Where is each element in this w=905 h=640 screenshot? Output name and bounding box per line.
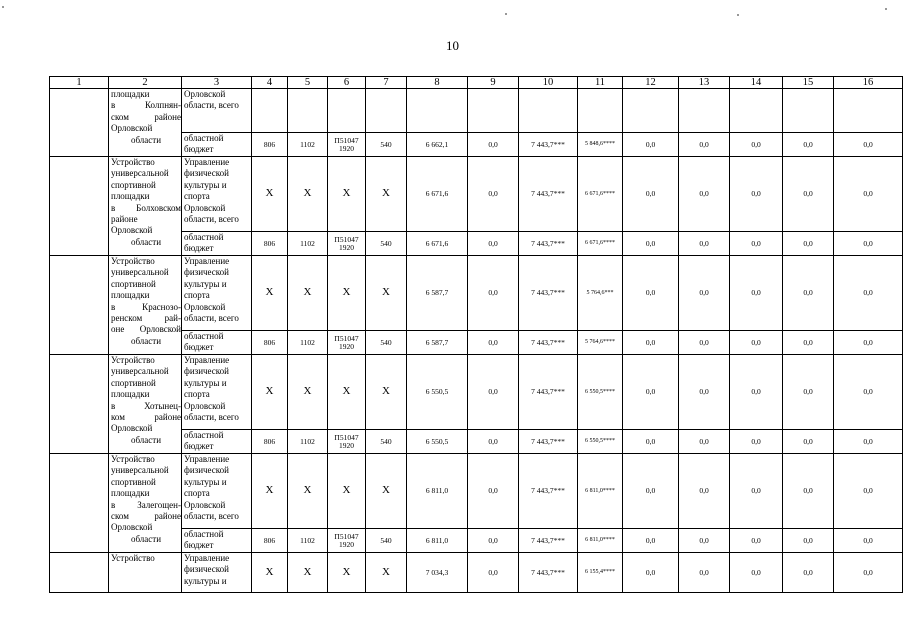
code-c7-cell: 540 bbox=[366, 529, 407, 553]
cell-text-line: ском районе bbox=[111, 111, 181, 122]
amount-c15-cell: 0,0 bbox=[783, 331, 834, 355]
budget-source-cell bbox=[182, 430, 252, 454]
code-c7-cell: X bbox=[366, 256, 407, 331]
code-c6-cell bbox=[328, 430, 366, 454]
code-c5-cell: X bbox=[288, 157, 328, 232]
amount-c9-cell bbox=[468, 89, 519, 133]
code-c7-cell: X bbox=[366, 454, 407, 529]
cell-text-line: площадки bbox=[111, 89, 150, 100]
amount-c10-cell: 7 443,7*** bbox=[519, 232, 578, 256]
amount-c11-cell: 5 764,6**** bbox=[578, 331, 623, 355]
cell-text-line: областной bbox=[184, 232, 224, 243]
recipient-cell bbox=[182, 454, 252, 529]
cell-text-line: бюджет bbox=[184, 243, 214, 254]
amount-c10-cell: 7 443,7*** bbox=[519, 157, 578, 232]
recipient-cell bbox=[182, 256, 252, 331]
code-c6-cell: X bbox=[328, 355, 366, 430]
target-code-part-2: 1920 bbox=[339, 440, 354, 450]
cell-text-line: области bbox=[130, 134, 162, 145]
amount-c13-cell: 0,0 bbox=[679, 331, 730, 355]
amount-c12-cell: 0,0 bbox=[623, 133, 679, 157]
cell-text-line: области, всего bbox=[184, 214, 239, 225]
amount-c15-cell: 0,0 bbox=[783, 256, 834, 331]
code-c4-cell: X bbox=[252, 157, 288, 232]
cell-text-line: областной bbox=[184, 430, 224, 441]
code-c6-cell: X bbox=[328, 256, 366, 331]
amount-c15-cell bbox=[783, 89, 834, 133]
amount-c11-cell: 6 550,5**** bbox=[578, 430, 623, 454]
target-code-part-2: 1920 bbox=[339, 143, 354, 153]
target-code-part-1: П51047 bbox=[334, 135, 359, 145]
amount-c15-cell: 0,0 bbox=[783, 157, 834, 232]
amount-c8-cell: 6 550,5 bbox=[407, 355, 468, 430]
amount-c14-cell: 0,0 bbox=[730, 232, 783, 256]
code-c7-cell bbox=[366, 89, 407, 133]
cell-text-line: спорта bbox=[184, 389, 210, 400]
target-code-part-2: 1920 bbox=[339, 539, 354, 549]
cell-text-line: ренском рай- bbox=[111, 313, 181, 324]
cell-text-line: Орловской bbox=[111, 522, 153, 533]
amount-c8-cell: 6 587,7 bbox=[407, 256, 468, 331]
cell-text-line: районе bbox=[111, 214, 138, 225]
cell-text-line: площадки bbox=[111, 488, 150, 499]
code-c7-cell: 540 bbox=[366, 331, 407, 355]
scan-speck bbox=[885, 8, 887, 10]
amount-c14-cell: 0,0 bbox=[730, 553, 783, 593]
amount-c11-cell: 6 671,6**** bbox=[578, 232, 623, 256]
cell-text-line: физической bbox=[184, 366, 229, 377]
cell-text-line: спортивной bbox=[111, 179, 156, 190]
recipient-cell bbox=[182, 157, 252, 232]
scan-speck bbox=[505, 13, 507, 15]
amount-c13-cell bbox=[679, 89, 730, 133]
amount-c10-cell: 7 443,7*** bbox=[519, 256, 578, 331]
cell-text-line: Орловской bbox=[184, 499, 226, 510]
code-c5-cell: X bbox=[288, 355, 328, 430]
code-c4-cell: 806 bbox=[252, 430, 288, 454]
amount-c10-cell: 7 443,7*** bbox=[519, 430, 578, 454]
recipient-cell bbox=[182, 355, 252, 430]
table-row bbox=[50, 454, 903, 529]
amount-c13-cell: 0,0 bbox=[679, 454, 730, 529]
cell-text-line: Орловской bbox=[184, 400, 226, 411]
cell-text-line: Орловской bbox=[184, 301, 226, 312]
amount-c16-cell bbox=[834, 89, 903, 133]
header-cell: 12 bbox=[623, 77, 679, 89]
row-number-cell bbox=[50, 256, 109, 355]
code-c5-cell: 1102 bbox=[288, 529, 328, 553]
code-c6-cell: X bbox=[328, 454, 366, 529]
header-cell: 6 bbox=[328, 77, 366, 89]
amount-c12-cell: 0,0 bbox=[623, 430, 679, 454]
amount-c13-cell: 0,0 bbox=[679, 256, 730, 331]
target-code-part-1: П51047 bbox=[334, 333, 359, 343]
code-c4-cell: 806 bbox=[252, 529, 288, 553]
cell-text-line: Орловской bbox=[184, 89, 226, 100]
amount-c11-cell: 5 848,6**** bbox=[578, 133, 623, 157]
header-row bbox=[50, 77, 903, 89]
target-code-part-1: П51047 bbox=[334, 432, 359, 442]
cell-text-line: Устройство bbox=[111, 454, 155, 465]
amount-c15-cell: 0,0 bbox=[783, 133, 834, 157]
cell-text-line: Управление bbox=[184, 256, 230, 267]
cell-text-line: площадки bbox=[111, 290, 150, 301]
amount-c8-cell: 7 034,3 bbox=[407, 553, 468, 593]
cell-text-line: бюджет bbox=[184, 342, 214, 353]
amount-c15-cell: 0,0 bbox=[783, 529, 834, 553]
header-cell: 15 bbox=[783, 77, 834, 89]
amount-c11-cell: 6 550,5**** bbox=[578, 355, 623, 430]
row-number-cell bbox=[50, 89, 109, 157]
amount-c8-cell: 6 662,1 bbox=[407, 133, 468, 157]
cell-text-line: Орловской bbox=[111, 423, 153, 434]
amount-c16-cell: 0,0 bbox=[834, 256, 903, 331]
code-c4-cell bbox=[252, 89, 288, 133]
cell-text-line: области bbox=[130, 335, 162, 346]
header-cell: 16 bbox=[834, 77, 903, 89]
amount-c11-cell: 6 811,0**** bbox=[578, 454, 623, 529]
cell-text-line: универсальной bbox=[111, 465, 169, 476]
amount-c9-cell: 0,0 bbox=[468, 331, 519, 355]
object-name-cell bbox=[109, 454, 182, 553]
amount-c16-cell: 0,0 bbox=[834, 355, 903, 430]
amount-c10-cell: 7 443,7*** bbox=[519, 331, 578, 355]
amount-c9-cell: 0,0 bbox=[468, 256, 519, 331]
amount-c9-cell: 0,0 bbox=[468, 430, 519, 454]
amount-c8-cell: 6 550,5 bbox=[407, 430, 468, 454]
cell-text-line: универсальной bbox=[111, 267, 169, 278]
code-c5-cell: X bbox=[288, 256, 328, 331]
amount-c14-cell: 0,0 bbox=[730, 331, 783, 355]
amount-c8-cell bbox=[407, 89, 468, 133]
amount-c12-cell bbox=[623, 89, 679, 133]
cell-text-line: спорта bbox=[184, 191, 210, 202]
amount-c8-cell: 6 671,6 bbox=[407, 232, 468, 256]
code-c5-cell: X bbox=[288, 553, 328, 593]
amount-c11-cell: 5 764,6*** bbox=[578, 256, 623, 331]
cell-text-line: физической bbox=[184, 564, 229, 575]
budget-source-cell bbox=[182, 529, 252, 553]
cell-text-line: Управление bbox=[184, 157, 230, 168]
target-code-part-2: 1920 bbox=[339, 242, 354, 252]
code-c6-cell bbox=[328, 331, 366, 355]
cell-text-line: бюджет bbox=[184, 540, 214, 551]
amount-c13-cell: 0,0 bbox=[679, 553, 730, 593]
amount-c12-cell: 0,0 bbox=[623, 355, 679, 430]
amount-c13-cell: 0,0 bbox=[679, 157, 730, 232]
amount-c14-cell: 0,0 bbox=[730, 454, 783, 529]
cell-text-line: Управление bbox=[184, 553, 230, 564]
scan-speck bbox=[737, 14, 739, 16]
cell-text-line: культуры и bbox=[184, 278, 227, 289]
cell-text-line: спортивной bbox=[111, 377, 156, 388]
cell-text-line: культуры и bbox=[184, 575, 227, 586]
amount-c11-cell: 6 671,6**** bbox=[578, 157, 623, 232]
object-name-cell bbox=[109, 355, 182, 454]
header-cell: 3 bbox=[182, 77, 252, 89]
header-cell: 10 bbox=[519, 77, 578, 89]
row-number-cell bbox=[50, 454, 109, 553]
amount-c14-cell bbox=[730, 89, 783, 133]
cell-text-line: областной bbox=[184, 331, 224, 342]
header-cell: 9 bbox=[468, 77, 519, 89]
target-code-part-2: 1920 bbox=[339, 341, 354, 351]
code-c4-cell: 806 bbox=[252, 331, 288, 355]
cell-text-line: площадки bbox=[111, 389, 150, 400]
cell-text-line: бюджет bbox=[184, 144, 214, 155]
amount-c9-cell: 0,0 bbox=[468, 133, 519, 157]
amount-c10-cell: 7 443,7*** bbox=[519, 133, 578, 157]
target-code-part-1: П51047 bbox=[334, 531, 359, 541]
amount-c11-cell: 6 811,0**** bbox=[578, 529, 623, 553]
amount-c15-cell: 0,0 bbox=[783, 355, 834, 430]
cell-text-line: культуры и bbox=[184, 179, 227, 190]
code-c7-cell: X bbox=[366, 553, 407, 593]
amount-c8-cell: 6 811,0 bbox=[407, 529, 468, 553]
amount-c14-cell: 0,0 bbox=[730, 157, 783, 232]
object-name-cell bbox=[109, 157, 182, 256]
amount-c16-cell: 0,0 bbox=[834, 232, 903, 256]
cell-text-line: области, всего bbox=[184, 412, 239, 423]
code-c6-cell bbox=[328, 232, 366, 256]
cell-text-line: области, всего bbox=[184, 313, 239, 324]
amount-c16-cell: 0,0 bbox=[834, 529, 903, 553]
amount-c12-cell: 0,0 bbox=[623, 529, 679, 553]
cell-text-line: Управление bbox=[184, 454, 230, 465]
cell-text-line: в Хотынец- bbox=[111, 400, 181, 411]
object-name-cell bbox=[109, 89, 182, 157]
table-row bbox=[50, 256, 903, 331]
amount-c14-cell: 0,0 bbox=[730, 355, 783, 430]
row-number-cell bbox=[50, 355, 109, 454]
code-c5-cell: X bbox=[288, 454, 328, 529]
scan-speck bbox=[2, 6, 4, 8]
cell-text-line: универсальной bbox=[111, 168, 169, 179]
budget-source-cell bbox=[182, 232, 252, 256]
table-row bbox=[50, 157, 903, 232]
amount-c15-cell: 0,0 bbox=[783, 553, 834, 593]
amount-c10-cell bbox=[519, 89, 578, 133]
amount-c8-cell: 6 587,7 bbox=[407, 331, 468, 355]
cell-text-line: ском районе bbox=[111, 511, 181, 522]
code-c4-cell: 806 bbox=[252, 133, 288, 157]
cell-text-line: областной bbox=[184, 133, 224, 144]
amount-c12-cell: 0,0 bbox=[623, 157, 679, 232]
amount-c12-cell: 0,0 bbox=[623, 553, 679, 593]
cell-text-line: физической bbox=[184, 465, 229, 476]
cell-text-line: ком районе bbox=[111, 412, 181, 423]
code-c6-cell: X bbox=[328, 553, 366, 593]
amount-c11-cell bbox=[578, 89, 623, 133]
amount-c13-cell: 0,0 bbox=[679, 529, 730, 553]
amount-c9-cell: 0,0 bbox=[468, 529, 519, 553]
amount-c10-cell: 7 443,7*** bbox=[519, 553, 578, 593]
code-c6-cell: X bbox=[328, 157, 366, 232]
code-c4-cell: 806 bbox=[252, 232, 288, 256]
budget-source-cell bbox=[182, 331, 252, 355]
header-cell: 7 bbox=[366, 77, 407, 89]
cell-text-line: области bbox=[130, 236, 162, 247]
cell-text-line: областной bbox=[184, 529, 224, 540]
amount-c15-cell: 0,0 bbox=[783, 232, 834, 256]
cell-text-line: культуры и bbox=[184, 377, 227, 388]
amount-c13-cell: 0,0 bbox=[679, 355, 730, 430]
code-c5-cell: 1102 bbox=[288, 232, 328, 256]
cell-text-line: Устройство bbox=[111, 553, 155, 564]
code-c7-cell: X bbox=[366, 157, 407, 232]
code-c5-cell: 1102 bbox=[288, 133, 328, 157]
amount-c16-cell: 0,0 bbox=[834, 133, 903, 157]
amount-c9-cell: 0,0 bbox=[468, 454, 519, 529]
cell-text-line: в Болховском bbox=[111, 202, 181, 213]
code-c6-cell bbox=[328, 529, 366, 553]
amount-c9-cell: 0,0 bbox=[468, 232, 519, 256]
code-c5-cell bbox=[288, 89, 328, 133]
cell-text-line: бюджет bbox=[184, 441, 214, 452]
cell-text-line: Управление bbox=[184, 355, 230, 366]
header-cell: 14 bbox=[730, 77, 783, 89]
target-code-part-1: П51047 bbox=[334, 234, 359, 244]
amount-c8-cell: 6 671,6 bbox=[407, 157, 468, 232]
cell-text-line: области, всего bbox=[184, 511, 239, 522]
code-c4-cell: X bbox=[252, 256, 288, 331]
cell-text-line: площадки bbox=[111, 191, 150, 202]
amount-c16-cell: 0,0 bbox=[834, 430, 903, 454]
header-cell: 8 bbox=[407, 77, 468, 89]
header-cell: 11 bbox=[578, 77, 623, 89]
table-row bbox=[50, 553, 903, 593]
amount-c8-cell: 6 811,0 bbox=[407, 454, 468, 529]
amount-c16-cell: 0,0 bbox=[834, 331, 903, 355]
header-cell: 13 bbox=[679, 77, 730, 89]
code-c7-cell: X bbox=[366, 355, 407, 430]
amount-c12-cell: 0,0 bbox=[623, 331, 679, 355]
cell-text-line: Орловской bbox=[111, 225, 153, 236]
amount-c16-cell: 0,0 bbox=[834, 157, 903, 232]
cell-text-line: области bbox=[130, 434, 162, 445]
cell-text-line: спортивной bbox=[111, 278, 156, 289]
row-number-cell bbox=[50, 157, 109, 256]
amount-c12-cell: 0,0 bbox=[623, 256, 679, 331]
amount-c14-cell: 0,0 bbox=[730, 529, 783, 553]
cell-text-line: области bbox=[130, 533, 162, 544]
row-number-cell bbox=[50, 553, 109, 593]
amount-c16-cell: 0,0 bbox=[834, 553, 903, 593]
code-c4-cell: X bbox=[252, 553, 288, 593]
budget-table bbox=[49, 76, 903, 593]
cell-text-line: в Краснозо- bbox=[111, 301, 181, 312]
cell-text-line: универсальной bbox=[111, 366, 169, 377]
object-name-cell bbox=[109, 553, 182, 593]
page-number: 10 bbox=[446, 38, 459, 53]
amount-c10-cell: 7 443,7*** bbox=[519, 529, 578, 553]
cell-text-line: в Колпнян- bbox=[111, 100, 181, 111]
code-c5-cell: 1102 bbox=[288, 430, 328, 454]
amount-c14-cell: 0,0 bbox=[730, 133, 783, 157]
header-cell: 4 bbox=[252, 77, 288, 89]
code-c4-cell: X bbox=[252, 355, 288, 430]
table-row bbox=[50, 355, 903, 430]
amount-c10-cell: 7 443,7*** bbox=[519, 454, 578, 529]
cell-text-line: Устройство bbox=[111, 157, 155, 168]
recipient-cell bbox=[182, 89, 252, 133]
code-c6-cell bbox=[328, 89, 366, 133]
table-row bbox=[50, 89, 903, 133]
cell-text-line: оне Орловской bbox=[111, 324, 181, 335]
amount-c15-cell: 0,0 bbox=[783, 454, 834, 529]
cell-text-line: спорта bbox=[184, 488, 210, 499]
header-cell: 2 bbox=[109, 77, 182, 89]
code-c7-cell: 540 bbox=[366, 133, 407, 157]
cell-text-line: в Залегощен- bbox=[111, 499, 181, 510]
cell-text-line: физической bbox=[184, 168, 229, 179]
amount-c12-cell: 0,0 bbox=[623, 454, 679, 529]
cell-text-line: спорта bbox=[184, 290, 210, 301]
amount-c13-cell: 0,0 bbox=[679, 430, 730, 454]
code-c4-cell: X bbox=[252, 454, 288, 529]
cell-text-line: Орловской bbox=[111, 123, 153, 134]
amount-c14-cell: 0,0 bbox=[730, 256, 783, 331]
cell-text-line: Устройство bbox=[111, 256, 155, 267]
cell-text-line: спортивной bbox=[111, 476, 156, 487]
header-cell: 5 bbox=[288, 77, 328, 89]
amount-c15-cell: 0,0 bbox=[783, 430, 834, 454]
amount-c14-cell: 0,0 bbox=[730, 430, 783, 454]
amount-c9-cell: 0,0 bbox=[468, 355, 519, 430]
code-c6-cell bbox=[328, 133, 366, 157]
amount-c13-cell: 0,0 bbox=[679, 232, 730, 256]
code-c7-cell: 540 bbox=[366, 430, 407, 454]
code-c5-cell: 1102 bbox=[288, 331, 328, 355]
recipient-cell bbox=[182, 553, 252, 593]
object-name-cell bbox=[109, 256, 182, 355]
amount-c11-cell: 6 155,4**** bbox=[578, 553, 623, 593]
cell-text-line: области, всего bbox=[184, 100, 239, 111]
cell-text-line: Орловской bbox=[184, 202, 226, 213]
cell-text-line: физической bbox=[184, 267, 229, 278]
amount-c12-cell: 0,0 bbox=[623, 232, 679, 256]
code-c7-cell: 540 bbox=[366, 232, 407, 256]
budget-source-cell bbox=[182, 133, 252, 157]
amount-c13-cell: 0,0 bbox=[679, 133, 730, 157]
amount-c9-cell: 0,0 bbox=[468, 157, 519, 232]
amount-c10-cell: 7 443,7*** bbox=[519, 355, 578, 430]
amount-c16-cell: 0,0 bbox=[834, 454, 903, 529]
amount-c9-cell: 0,0 bbox=[468, 553, 519, 593]
header-cell: 1 bbox=[50, 77, 109, 89]
cell-text-line: Устройство bbox=[111, 355, 155, 366]
cell-text-line: культуры и bbox=[184, 476, 227, 487]
